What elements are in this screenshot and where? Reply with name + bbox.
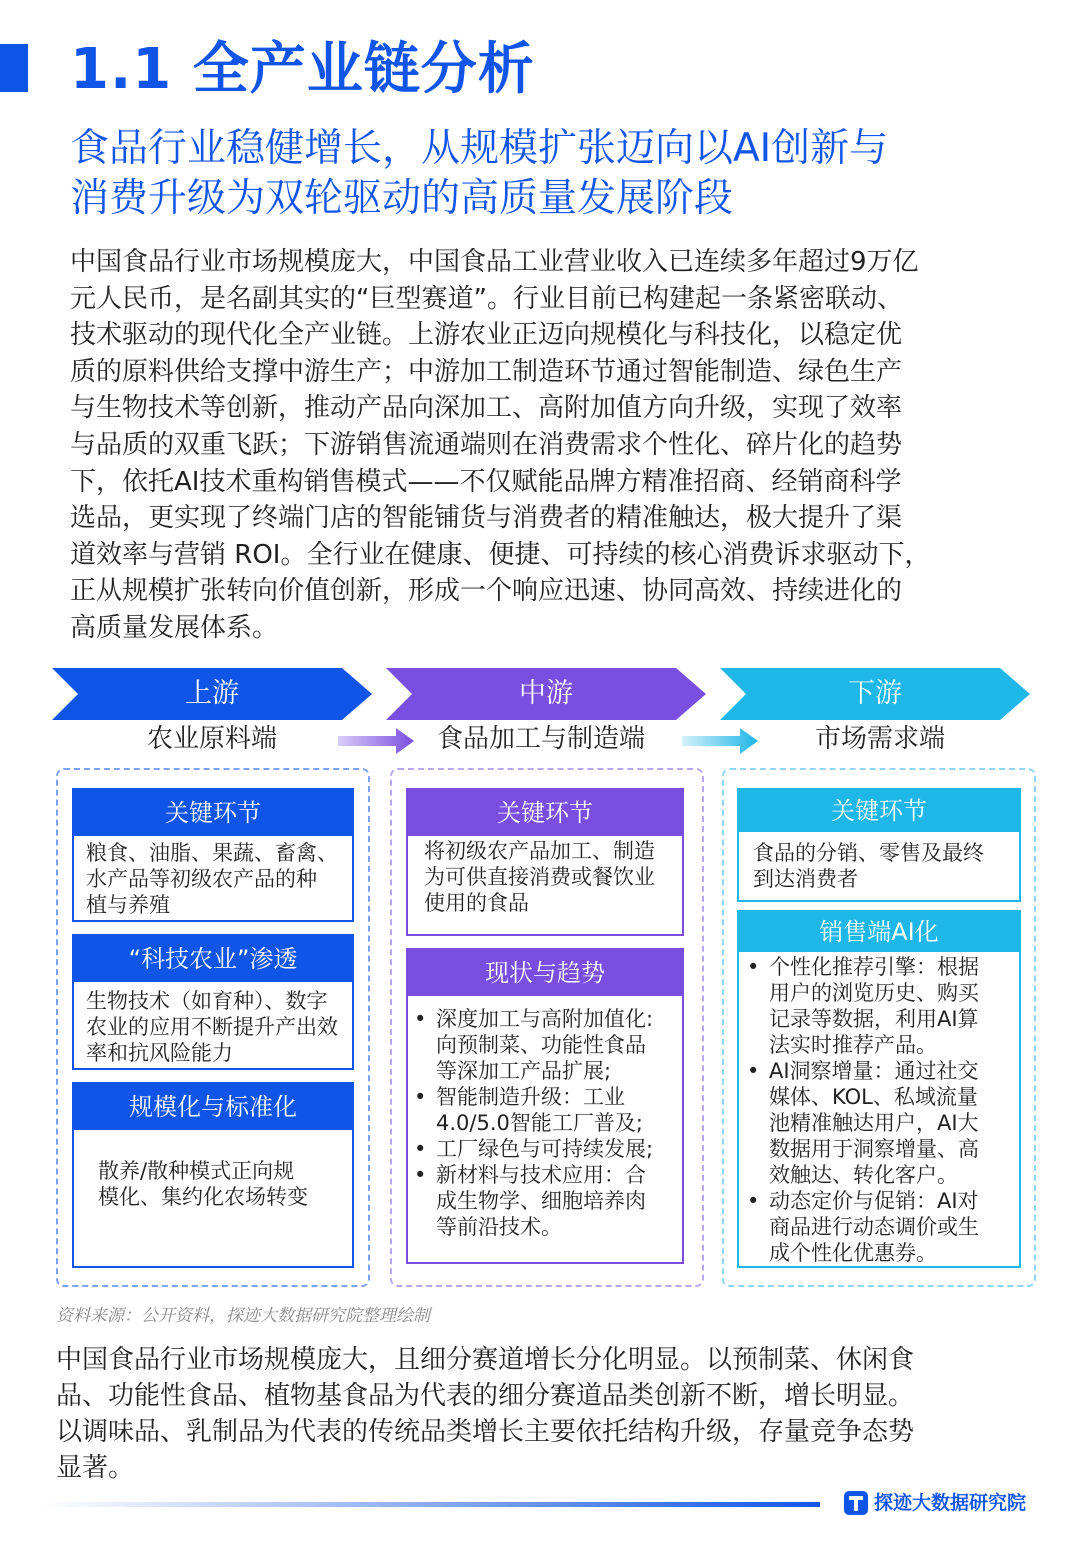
list-item xyxy=(745,954,1009,1058)
card-line: 水产品等初级农产品的种 xyxy=(86,867,317,891)
subtitle-line: 食品行业稳健增长，从规模扩张迈向以AI创新与 xyxy=(70,126,889,171)
card-body xyxy=(74,836,352,926)
list-item-line: 4.0/5.0智能工厂普及; xyxy=(436,1111,643,1135)
intro-line: 质的原料供给支撑中游生产；中游加工制造环节通过智能制造、绿色生产 xyxy=(70,356,903,387)
list-item-line: • AI洞察增量：通过社交 xyxy=(769,1059,979,1083)
summary-line: 显著。 xyxy=(56,1453,135,1483)
intro-line: 高质量发展体系。 xyxy=(70,612,279,643)
card-line: 将初级农产品加工、制造 xyxy=(424,839,655,863)
ai-list xyxy=(739,952,1019,1266)
card-title: 现状与趋势 xyxy=(408,950,682,996)
list-item-line: 数据用于洞察增量、高 xyxy=(769,1137,979,1161)
card-body xyxy=(74,982,352,1074)
summary-line: 品、功能性食品、植物基食品为代表的细分赛道品类创新不断，增长明显。 xyxy=(56,1381,915,1411)
list-item-line: 效触达、转化客户。 xyxy=(769,1163,958,1187)
intro-line: 正从规模扩张转向价值创新，形成一个响应迅速、协同高效、持续进化的 xyxy=(70,576,903,607)
card-title: 关键环节 xyxy=(408,790,682,836)
summary-paragraph xyxy=(56,1342,1026,1486)
card-line: 率和抗风险能力 xyxy=(86,1041,233,1065)
flow-arrow-icon xyxy=(682,728,758,754)
list-item-line: • 工厂绿色与可持续发展; xyxy=(436,1137,654,1161)
list-item-line: • 个性化推荐引擎：根据 xyxy=(769,955,979,979)
card-line: 植与养殖 xyxy=(86,893,170,917)
list-item-line: 记录等数据，利用AI算 xyxy=(769,1007,979,1031)
list-item-line: • 智能制造升级：工业 xyxy=(436,1085,625,1109)
card-body xyxy=(739,832,1019,900)
source-note: 资料来源：公开资料，探迹大数据研究院整理绘制 xyxy=(56,1306,430,1326)
card-body xyxy=(408,836,682,924)
stage-upstream-sub: 农业原料端 xyxy=(146,724,277,754)
card-title: 关键环节 xyxy=(739,790,1019,832)
card-body xyxy=(74,1130,352,1218)
upstream-tech-card xyxy=(72,934,354,1070)
summary-line: 以调味品、乳制品为代表的传统品类增长主要依托结构升级，存量竞争态势 xyxy=(56,1417,915,1447)
list-item xyxy=(412,1006,672,1084)
list-item xyxy=(745,1058,1009,1188)
stage-downstream-sub: 市场需求端 xyxy=(814,724,945,754)
flow-arrow-icon xyxy=(338,728,414,754)
brand-name: 探迹大数据研究院 xyxy=(874,1492,1027,1514)
subtitle-line: 消费升级为双轮驱动的高质量发展阶段 xyxy=(70,176,734,221)
list-item-line: • 新材料与技术应用：合 xyxy=(436,1163,646,1187)
card-line: 到达消费者 xyxy=(753,867,858,891)
card-line: 使用的食品 xyxy=(424,891,529,915)
stage-upstream-label: 上游 xyxy=(185,678,239,709)
list-item xyxy=(412,1084,672,1136)
intro-paragraph xyxy=(70,244,1020,647)
list-item-line: 媒体、KOL、私域流量 xyxy=(769,1085,978,1109)
list-item-line: 用户的浏览历史、购买 xyxy=(769,981,979,1005)
list-item-line: 法实时推荐产品。 xyxy=(769,1033,937,1057)
card-line: 生物技术（如育种）、数字 xyxy=(86,989,328,1013)
stage-midstream-label: 中游 xyxy=(519,678,573,709)
stage-downstream-label: 下游 xyxy=(848,678,902,709)
upstream-key-card xyxy=(72,788,354,922)
stage-midstream xyxy=(386,668,706,720)
card-title: 销售端AI化 xyxy=(739,912,1019,952)
summary-line: 中国食品行业市场规模庞大，且细分赛道增长分化明显。以预制菜、休闲食 xyxy=(56,1345,915,1375)
list-item-line: 成个性化优惠券。 xyxy=(769,1241,937,1265)
intro-line: 与品质的双重飞跃；下游销售流通端则在消费需求个性化、碎片化的趋势 xyxy=(70,429,903,460)
list-item-line: 商品进行动态调价或生 xyxy=(769,1215,979,1239)
intro-line: 中国食品行业市场规模庞大，中国食品工业营业收入已连续多年超过9万亿 xyxy=(70,247,919,277)
section-title: 1.1 全产业链分析 xyxy=(70,37,535,102)
footer-divider xyxy=(40,1502,820,1507)
stage-downstream xyxy=(720,668,1030,720)
stage-midstream-sub: 食品加工与制造端 xyxy=(436,724,645,754)
intro-line: 下，依托AI技术重构销售模式——不仅赋能品牌方精准招商、经销商科学 xyxy=(70,466,902,497)
downstream-ai-card xyxy=(737,910,1021,1268)
list-item xyxy=(412,1136,672,1162)
list-item-line: 等前沿技术。 xyxy=(436,1215,562,1239)
downstream-key-card xyxy=(737,788,1021,902)
intro-line: 选品，更实现了终端门店的智能铺货与消费者的精准触达，极大提升了渠 xyxy=(70,503,903,534)
card-title: 规模化与标准化 xyxy=(74,1084,352,1130)
card-title: 关键环节 xyxy=(74,790,352,836)
stage-upstream xyxy=(52,668,372,720)
card-line: 散养/散种模式正向规 xyxy=(98,1159,295,1183)
card-line: 农业的应用不断提升产出效 xyxy=(86,1015,338,1039)
card-title: “科技农业”渗透 xyxy=(74,936,352,982)
list-item xyxy=(745,1188,1009,1266)
card-line: 模化、集约化农场转变 xyxy=(98,1185,308,1209)
intro-line: 道效率与营销 ROI。全行业在健康、便捷、可持续的核心消费诉求驱动下， xyxy=(70,539,931,570)
subtitle xyxy=(70,124,1030,224)
trend-list xyxy=(408,996,682,1240)
list-item-line: 成生物学、细胞培养肉 xyxy=(436,1189,646,1213)
card-line: 为可供直接消费或餐饮业 xyxy=(424,865,655,889)
upstream-scale-card xyxy=(72,1082,354,1268)
card-line: 粮食、油脂、果蔬、畜禽、 xyxy=(86,841,338,865)
intro-line: 技术驱动的现代化全产业链。上游农业正迈向规模化与科技化，以稳定优 xyxy=(70,320,903,351)
list-item-line: 等深加工产品扩展; xyxy=(436,1059,612,1083)
intro-line: 与生物技术等创新，推动产品向深加工、高附加值方向升级，实现了效率 xyxy=(70,393,903,424)
list-item-line: 向预制菜、功能性食品 xyxy=(436,1033,646,1057)
list-item xyxy=(412,1162,672,1240)
title-accent-bar xyxy=(0,44,28,92)
midstream-trend-card xyxy=(406,948,684,1264)
list-item-line: • 深度加工与高附加值化: xyxy=(436,1007,654,1031)
list-item-line: 池精准触达用户，AI大 xyxy=(769,1111,979,1135)
intro-line: 元人民币，是名副其实的“巨型赛道”。行业目前已构建起一条紧密联动、 xyxy=(70,283,903,314)
brand-icon xyxy=(844,1491,868,1515)
midstream-key-card xyxy=(406,788,684,936)
list-item-line: • 动态定价与促销：AI对 xyxy=(769,1189,979,1213)
card-line: 食品的分销、零售及最终 xyxy=(753,841,984,865)
